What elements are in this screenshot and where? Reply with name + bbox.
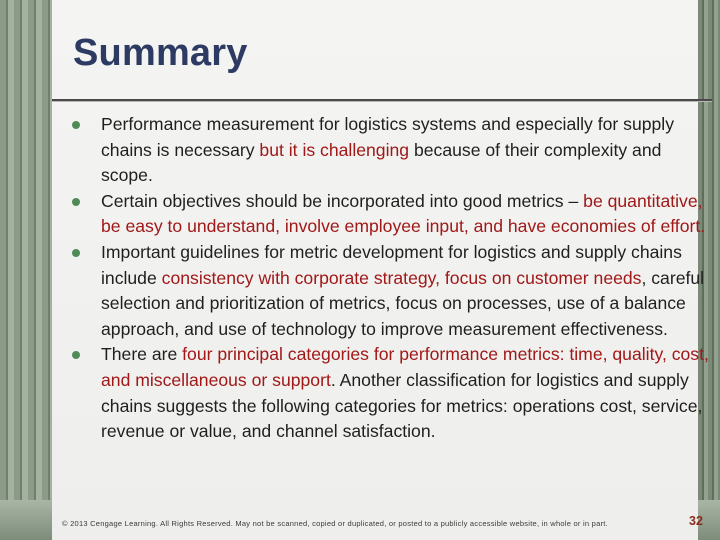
bullet-dot-icon [72, 249, 80, 257]
slide-title: Summary [73, 32, 248, 74]
bullet-item [70, 240, 710, 342]
bullet-text: , careful selection and prioritization of metrics, focus on processes, use of a balance approach, and use of technology to improve measurement effectiveness. [101, 267, 705, 339]
bullet-highlight: four principal categories for performance metrics: time, quality, cost, and miscellaneous or support [101, 344, 709, 390]
bullet-text: There are [101, 344, 183, 365]
bullet-item [70, 342, 710, 444]
bullet-item [70, 112, 710, 189]
bullet-highlight: but it is challenging [259, 139, 410, 160]
background-left-container [0, 0, 52, 540]
page-number: 32 [689, 514, 703, 528]
bullet-item [70, 189, 710, 240]
title-divider-shadow [52, 101, 712, 102]
bullet-list [70, 112, 710, 445]
bullet-dot-icon [72, 351, 80, 359]
bullet-text: . Another classification for logistics and supply chains suggests the following categories for metrics: operations cost, service, revenue or value, and channel satisfaction. [101, 369, 703, 442]
bullet-text: Performance measurement for logistics systems and especially for supply chains is necessary [101, 114, 675, 160]
bullet-highlight: consistency with corporate strategy, focus on customer needs [161, 267, 642, 288]
bullet-text: because of their complexity and scope. [101, 139, 662, 186]
bullet-dot-icon [72, 121, 80, 129]
bullet-highlight: be quantitative, be easy to understand, involve employee input, and have economies of effort. [101, 190, 706, 237]
bullet-text: Important guidelines for metric development for logistics and supply chains include [101, 241, 682, 288]
bullet-text: Certain objectives should be incorporated into good metrics – [101, 190, 584, 211]
copyright-footer: © 2013 Cengage Learning. All Rights Reserved. May not be scanned, copied or duplicated, or posted to a publicly accessible website, in whole or in part. [62, 519, 608, 528]
bullet-dot-icon [72, 198, 80, 206]
